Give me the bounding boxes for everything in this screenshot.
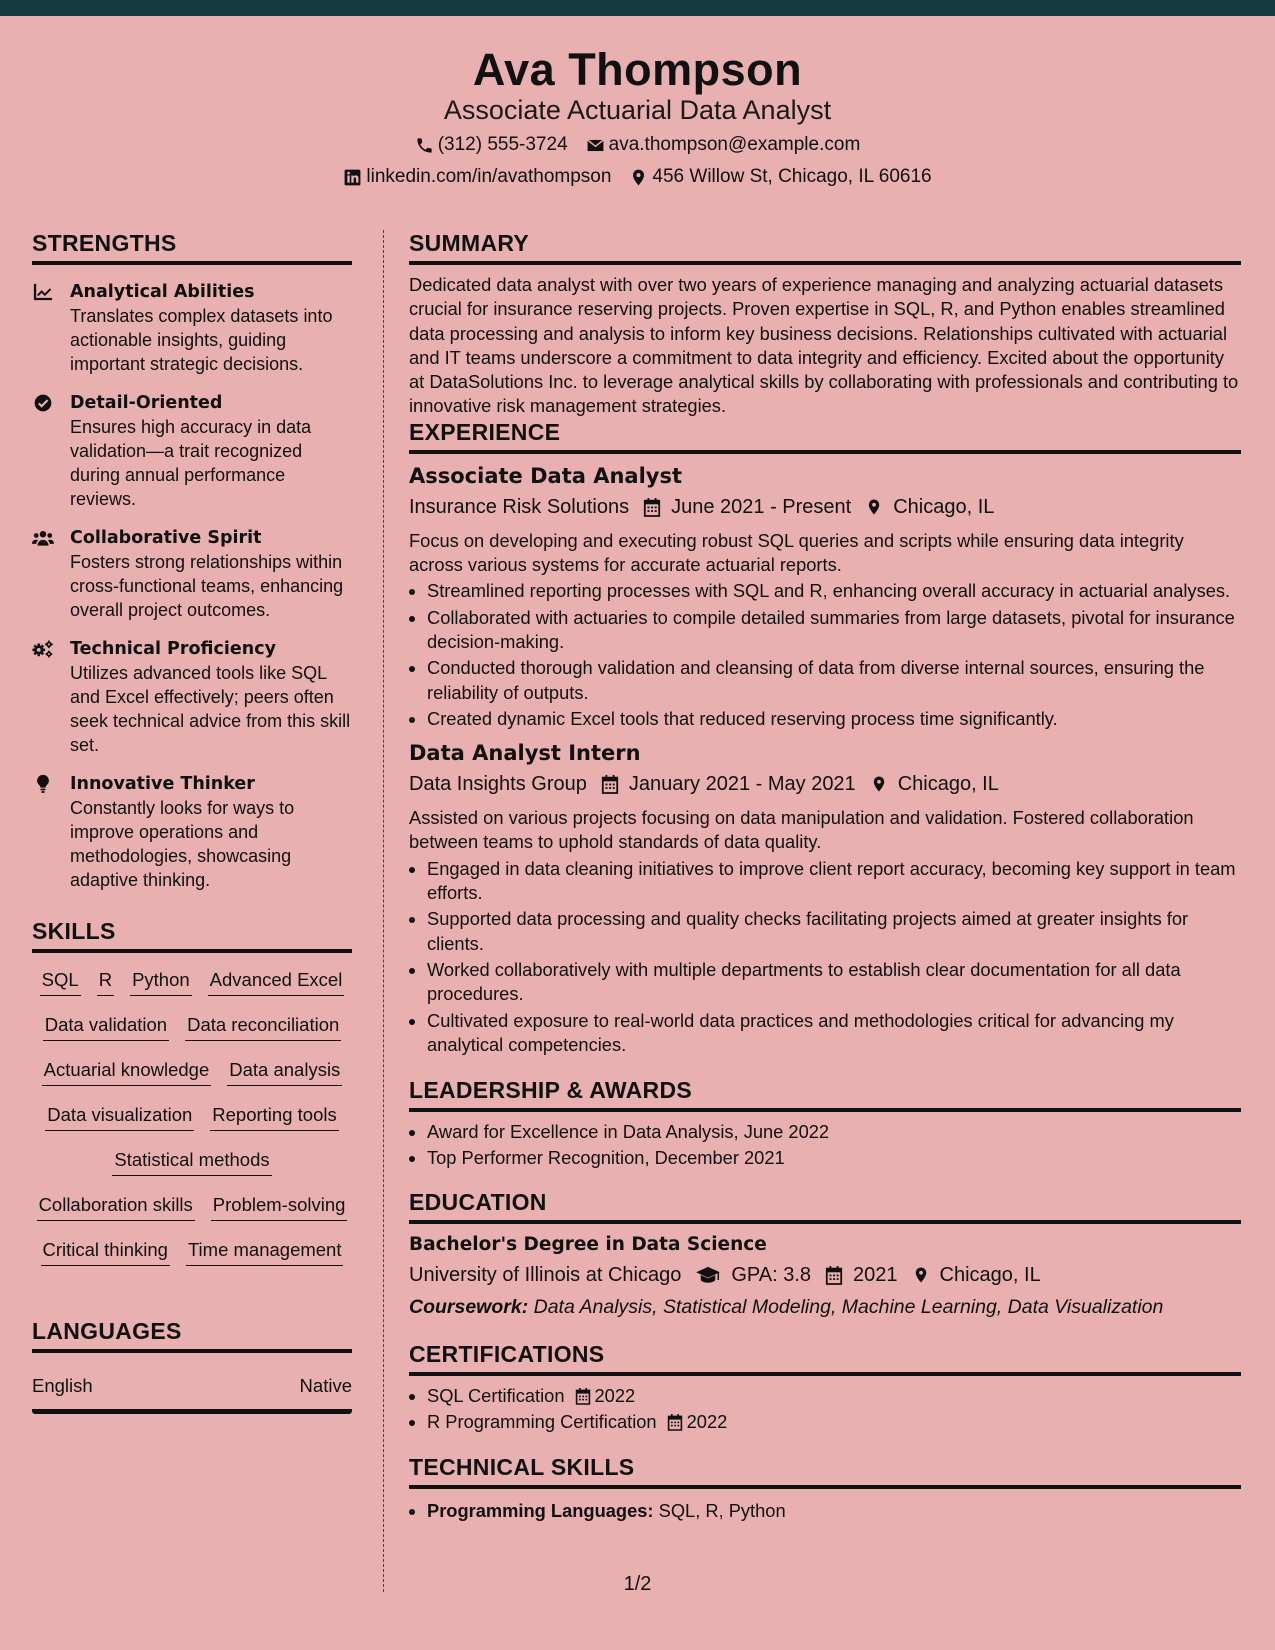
skill-tag: Problem-solving (211, 1192, 348, 1221)
strength-item (32, 526, 352, 622)
skill-tag: R (97, 967, 114, 996)
page-number: 1/2 (623, 1573, 652, 1595)
certification-year: 2022 (594, 1384, 636, 1406)
skill-tag: Statistical methods (112, 1147, 271, 1176)
strength-title: Detail-Oriented (70, 393, 223, 413)
strength-desc: Constantly looks for ways to improve operations and methodologies, showcasing adaptive thinking. (70, 798, 295, 890)
language-name: English (32, 1375, 93, 1396)
strength-title: Analytical Abilities (70, 282, 255, 302)
job-bullets (427, 857, 1241, 1057)
strength-desc: Utilizes advanced tools like SQL and Excel effectively; peers often seek technical advice from this skill set. (70, 663, 351, 755)
job-bullet: • Created dynamic Excel tools that reduced reserving process time significantly. (427, 707, 1241, 731)
email-text: ava.thompson@example.com (608, 134, 861, 155)
strength-title: Technical Proficiency (70, 639, 276, 659)
linkedin-text: linkedin.com/in/avathompson (366, 166, 612, 187)
right-column (409, 230, 1241, 1524)
job-company: Data Insights Group (409, 773, 587, 796)
award-item: • Top Performer Recognition, December 2021 (427, 1146, 1241, 1170)
award-item: • Award for Excellence in Data Analysis, June 2022 (427, 1120, 1241, 1144)
education-school: University of Illinois at Chicago (409, 1263, 682, 1286)
skill-tag: Reporting tools (210, 1102, 338, 1131)
calendar-icon (667, 1413, 683, 1431)
technical-skills-heading: TECHNICAL SKILLS (409, 1454, 1241, 1489)
strength-item (32, 280, 352, 376)
languages-heading: LANGUAGES (32, 1318, 352, 1353)
technical-skill-value: SQL, R, Python (658, 1500, 786, 1522)
phone-icon (415, 136, 434, 155)
strength-title: Collaborative Spirit (70, 528, 262, 548)
job-description: Assisted on various projects focusing on data manipulation and validation. Fostered collaboration between teams to uphold standards of data quality. (409, 807, 1194, 853)
skill-tag: SQL (40, 967, 81, 996)
job-dates: January 2021 - May 2021 (628, 773, 856, 796)
awards-heading: LEADERSHIP & AWARDS (409, 1077, 1241, 1112)
education-degree: Bachelor's Degree in Data Science (409, 1233, 767, 1255)
check-circle-icon (32, 393, 54, 413)
language-row (32, 1375, 352, 1414)
job-bullet: • Conducted thorough validation and cleansing of data from diverse internal sources, ensuring the reliability of outputs. (427, 656, 1241, 705)
email-contact[interactable] (586, 134, 861, 156)
job-location: Chicago, IL (897, 773, 999, 796)
candidate-role: Associate Actuarial Data Analyst (443, 95, 832, 125)
strength-desc: Fosters strong relationships within cross-functional teams, enhancing overall project outcomes. (70, 552, 344, 620)
certification-name: • R Programming Certification (427, 1411, 657, 1433)
job-company: Insurance Risk Solutions (409, 495, 630, 518)
skill-tag: Data analysis (227, 1057, 342, 1086)
education-location: Chicago, IL (939, 1263, 1041, 1286)
lightbulb-icon (32, 774, 54, 794)
users-icon (32, 528, 54, 548)
skill-tag: Data reconciliation (185, 1012, 341, 1041)
skill-tag: Data validation (43, 1012, 169, 1041)
education-year: 2021 (853, 1263, 898, 1286)
job-bullet: • Collaborated with actuaries to compile detailed summaries from large datasets, pivotal for insurance decision-making. (427, 606, 1241, 655)
coursework-label: Coursework: (409, 1295, 529, 1318)
summary-heading: SUMMARY (409, 230, 1241, 265)
language-level: Native (299, 1375, 352, 1396)
graduation-cap-icon (695, 1265, 721, 1285)
education-meta (409, 1261, 1241, 1289)
skill-tag: Advanced Excel (208, 967, 345, 996)
phone-text: (312) 555-3724 (437, 134, 568, 155)
left-column (32, 230, 352, 1414)
skill-tag: Actuarial knowledge (42, 1057, 212, 1086)
job-meta (409, 493, 1241, 521)
awards-list (427, 1120, 1241, 1171)
candidate-name: Ava Thompson (472, 44, 803, 95)
certification-item (427, 1384, 1241, 1408)
linkedin-contact[interactable] (343, 166, 611, 188)
strength-desc: Translates complex datasets into actionable insights, guiding important strategic decisions. (70, 306, 333, 374)
education-gpa: GPA: 3.8 (731, 1263, 812, 1286)
linkedin-icon (343, 168, 362, 187)
job-bullet: • Worked collaboratively with multiple departments to establish clear documentation for all data procedures. (427, 958, 1241, 1007)
column-divider (383, 230, 384, 1592)
map-marker-icon (629, 168, 648, 187)
skill-tag: Time management (186, 1237, 344, 1266)
cogs-icon (32, 639, 54, 659)
calendar-icon (643, 497, 661, 517)
strength-item (32, 391, 352, 511)
technical-skill-item (427, 1499, 1241, 1523)
education-heading: EDUCATION (409, 1189, 1241, 1224)
strengths-heading: STRENGTHS (32, 230, 352, 265)
map-marker-icon (865, 497, 883, 517)
job-title: Associate Data Analyst (409, 463, 683, 488)
certifications-heading: CERTIFICATIONS (409, 1341, 1241, 1376)
job-location: Chicago, IL (893, 495, 995, 518)
contact-row-1 (0, 134, 1275, 156)
skills-heading: SKILLS (32, 918, 352, 953)
summary-text: Dedicated data analyst with over two years of experience managing and analyzing actuarial datasets crucial for insurance reserving projects. Proven expertise in SQL, R, and Python enables streamlined data processing and analysis to inform key business decisions. Relationships cultivated with actuarial and IT teams underscore a commitment to data integrity and efficiency. Excited about the opportunity at DataSolutions Inc. to leverage analytical skills by collaborating with professionals and contributing to innovative risk management strategies. (409, 274, 1239, 417)
coursework-text: Data Analysis, Statistical Modeling, Machine Learning, Data Visualization (533, 1295, 1164, 1318)
job-description: Focus on developing and executing robust SQL queries and scripts while ensuring data integrity across various systems for accurate actuarial reports. (409, 529, 1184, 576)
technical-skill-label: Programming Languages: (427, 1500, 654, 1522)
strength-item (32, 772, 352, 892)
skill-tag: Data visualization (45, 1102, 194, 1131)
certifications-list (427, 1384, 1241, 1435)
certification-item (427, 1410, 1241, 1434)
map-marker-icon (870, 774, 888, 794)
technical-skills-list (427, 1499, 1241, 1523)
strength-title: Innovative Thinker (70, 774, 255, 794)
phone-contact[interactable] (415, 134, 568, 156)
job-title: Data Analyst Intern (409, 741, 641, 766)
job-entry (409, 739, 1241, 1057)
skill-tag: Collaboration skills (37, 1192, 195, 1221)
certification-name: • SQL Certification (427, 1384, 565, 1406)
skill-tag: Python (130, 967, 192, 996)
envelope-icon (586, 136, 605, 155)
job-entry (409, 462, 1241, 731)
address-text: 456 Willow St, Chicago, IL 60616 (652, 166, 932, 187)
job-dates: June 2021 - Present (671, 495, 852, 518)
job-bullet: • Streamlined reporting processes with SQL and R, enhancing overall accuracy in actuarial analyses. (427, 579, 1241, 603)
chart-line-icon (32, 282, 54, 302)
certification-year: 2022 (686, 1411, 728, 1433)
calendar-icon (575, 1387, 591, 1405)
skills-list (32, 967, 352, 1266)
job-bullet: • Engaged in data cleaning initiatives to improve client report accuracy, becoming key support in team efforts. (427, 857, 1241, 906)
strength-item (32, 637, 352, 757)
job-bullet: • Supported data processing and quality checks facilitating projects aimed at greater insights for clients. (427, 907, 1241, 956)
top-bar (0, 0, 1275, 16)
calendar-icon (601, 774, 619, 794)
education-coursework (409, 1293, 1241, 1321)
calendar-icon (825, 1265, 843, 1285)
job-meta (409, 770, 1241, 798)
job-bullet: • Cultivated exposure to real-world data practices and methodologies critical for advancing my analytical competencies. (427, 1009, 1241, 1058)
strength-desc: Ensures high accuracy in data validation—a trait recognized during annual performance reviews. (70, 417, 312, 509)
address-contact (629, 166, 931, 188)
contact-row-2 (0, 166, 1275, 188)
map-marker-icon (912, 1265, 930, 1285)
job-bullets (427, 579, 1241, 731)
skill-tag: Critical thinking (41, 1237, 170, 1266)
experience-heading: EXPERIENCE (409, 419, 1241, 454)
resume-header (0, 16, 1275, 204)
